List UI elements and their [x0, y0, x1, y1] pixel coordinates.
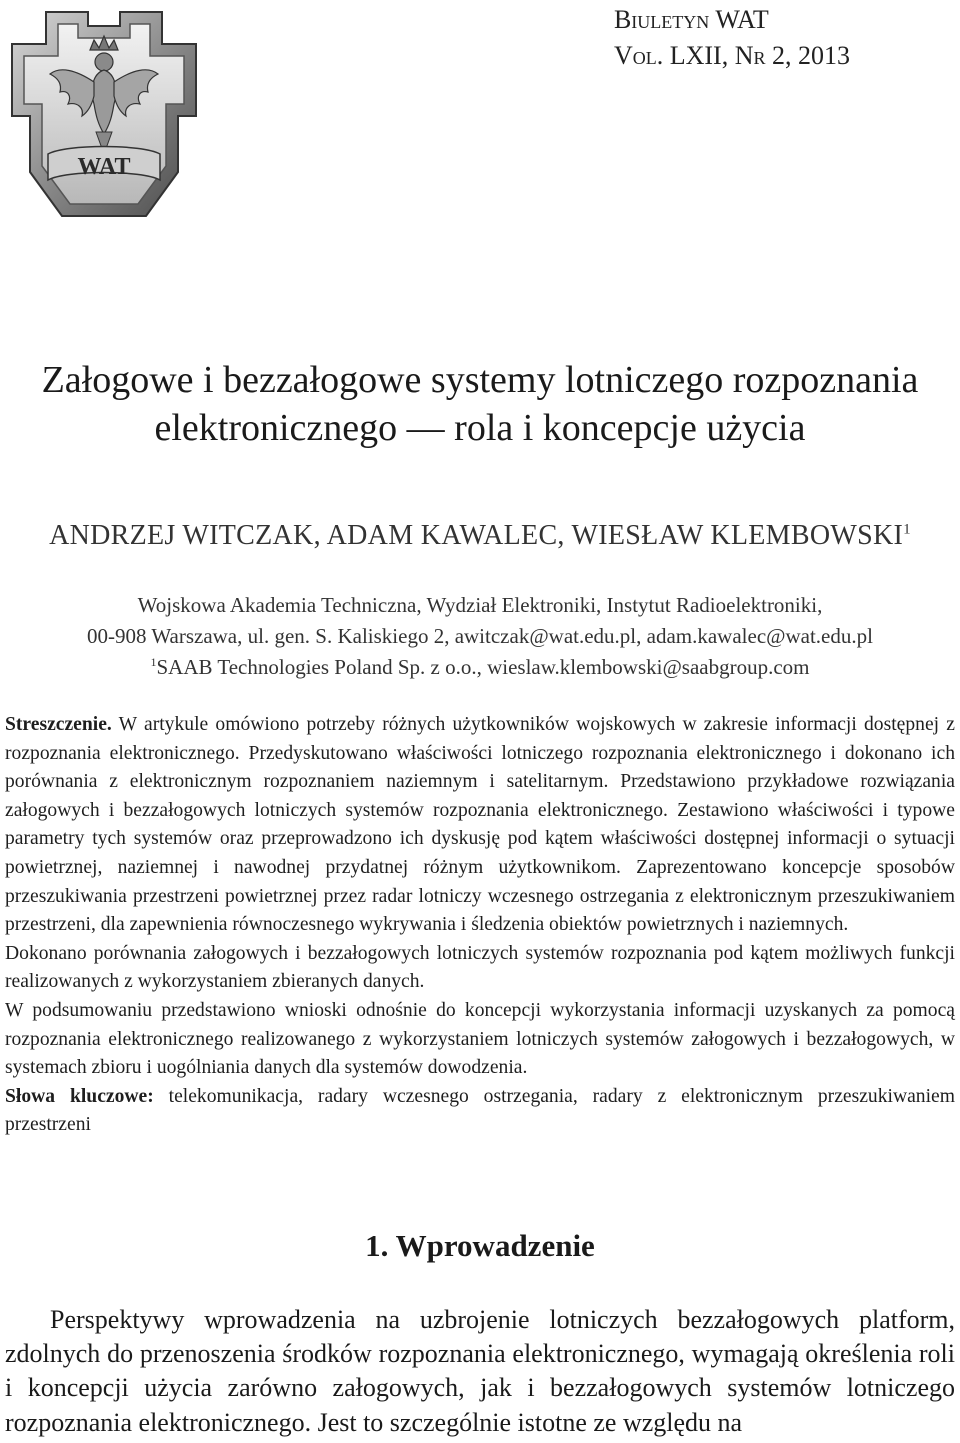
affiliations [0, 590, 960, 683]
abstract-text: W artykule omówiono potrzeby różnych użytkowników wojskowych w zakresie informacji dostępnej z rozpoznania elektronicznego. Przedyskutowano właściwości lotniczego rozpoznania elektronicznego i dokonano ich porównania z elektronicznym rozpoznaniem naziemnym i satelitarnym. Przedstawiono przykładowe rozwiązania załogowych i bezzałogowych lotniczych systemów rozpoznania elektronicznego. Zestawiono właściwości i typowe parametry tych systemów oraz przeprowadzono ich dyskusję pod kątem właściwości dostępnej informacji o sytuacji powietrznej, naziemnej i nawodnej przydatnej różnym użytkownikom. Zaprezentowano koncepcje sposobów przeszukiwania przestrzeni powietrznej przez radar lotniczy wczesnego ostrzegania z elektronicznym przeszukiwaniem przestrzeni, dla zapewnienia równoczesnego wykrywania i śledzenia obiektów powietrznych i naziemnych. [5, 714, 955, 936]
emblem-text: WAT [77, 154, 131, 180]
abstract-label: Streszczenie. [5, 714, 112, 735]
paper-title: Załogowe i bezzałogowe systemy lotniczego rozpoznania elektronicznego — rola i koncepcje użycia [41, 359, 919, 449]
affiliation-line: Wojskowa Akademia Techniczna, Wydział Elektroniki, Instytut Radioelektroniki, [137, 593, 823, 617]
affiliation-line: 00-908 Warszawa, ul. gen. S. Kaliskiego 2, awitczak@wat.edu.pl, adam.kawalec@wat.edu.pl [87, 624, 873, 648]
author-list [0, 518, 960, 554]
author-footnote-mark: 1 [903, 521, 911, 538]
author-names: ANDRZEJ WITCZAK, ADAM KAWALEC, WIESŁAW KLEMBOWSKI [49, 520, 904, 551]
abstract-paragraph: W podsumowaniu przedstawiono wnioski odnośnie do koncepcji wykorzystania informacji uzyskanych za pomocą rozpoznania elektronicznego realizowanego z wykorzystaniem lotniczych systemów załogowych i bezzałogowych, w systemach zbioru i uogólniania danych dla systemów dowodzenia. [5, 999, 955, 1079]
section-heading: 1. Wprowadzenie [365, 1228, 595, 1263]
wat-logo [6, 4, 202, 230]
affiliation-line [0, 652, 960, 683]
keywords-label: Słowa kluczowe: [5, 1085, 154, 1107]
affiliation-mark: 1 [150, 655, 157, 669]
keywords-text: telekomunikacja, radary wczesnego ostrzegania, radary z elektronicznym przeszukiwaniem przestrzeni [5, 1085, 955, 1136]
body-text [5, 1303, 955, 1440]
affiliation-text: SAAB Technologies Poland Sp. z o.o., wieslaw.klembowski@saabgroup.com [156, 655, 810, 679]
journal-header [614, 2, 850, 74]
body-paragraph: Perspektywy wprowadzenia na uzbrojenie lotniczych bezzałogowych platform, zdolnych do przenoszenia środków rozpoznania elektronicznego, wymagają określenia roli i koncepcji użycia zarówno załogowych, jak i bezzałogowych systemów lotniczego rozpoznania elektronicznego. Jest to szczególnie istotne ze względu na [5, 1305, 955, 1437]
wat-eagle-emblem-icon [6, 4, 202, 230]
abstract-paragraph [5, 711, 955, 940]
abstract-paragraph: Dokonano porównania załogowych i bezzałogowych lotniczych systemów rozpoznania pod kątem możliwych funkcji realizowanych z wykorzystaniem zbieranych danych. [5, 942, 955, 993]
keywords [5, 1083, 955, 1140]
abstract [5, 711, 955, 1140]
journal-name: Biuletyn WAT [613, 5, 769, 34]
journal-volume: Vol. LXII, Nr 2, 2013 [613, 41, 850, 70]
